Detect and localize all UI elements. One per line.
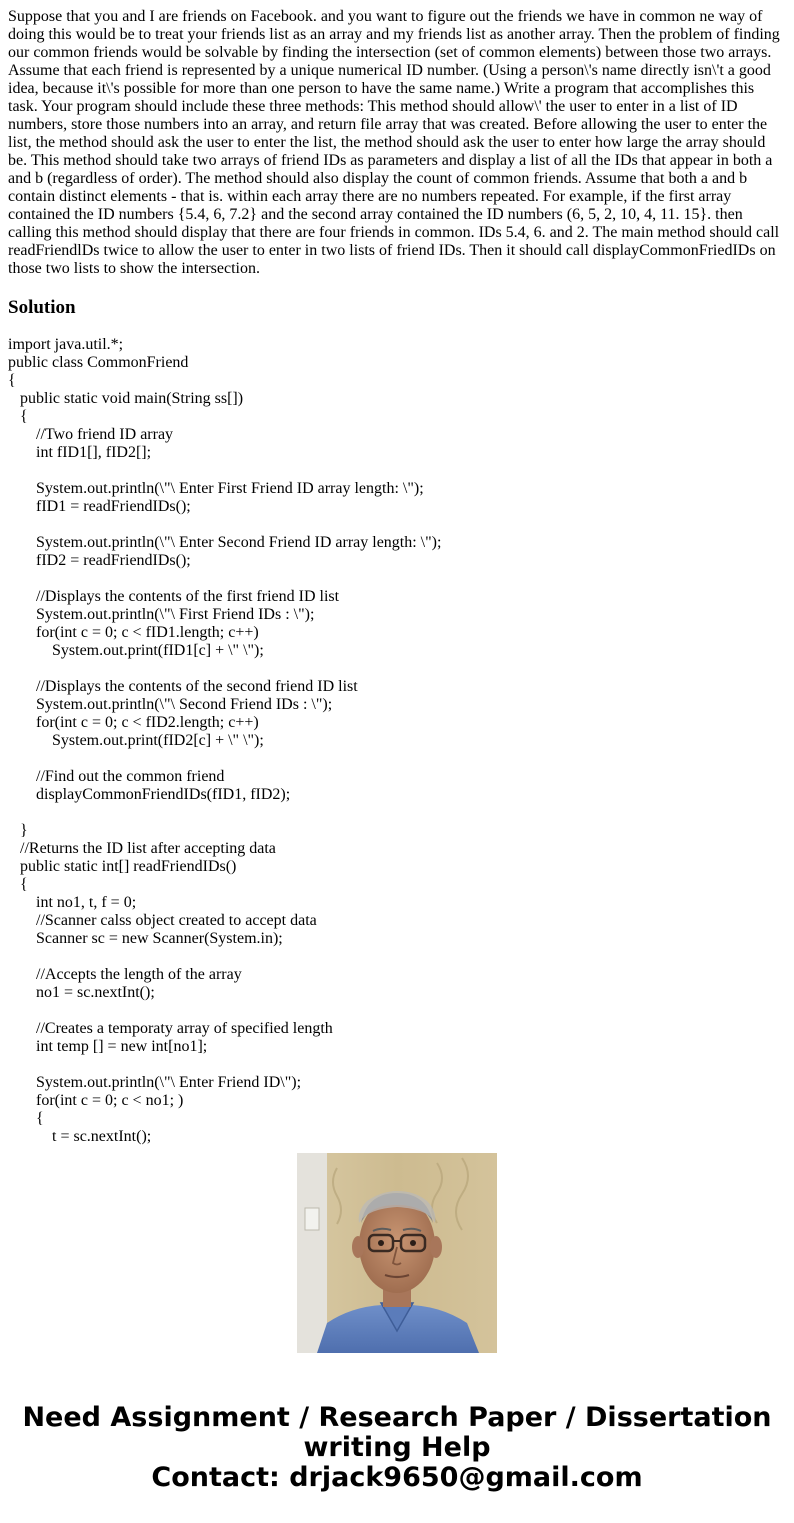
code-line (8, 1056, 786, 1074)
contact-banner (0, 1403, 794, 1493)
code-block (8, 336, 786, 1146)
code-line: for(int c = 0; c < fID1.length; c++) (8, 624, 259, 641)
code-line: System.out.print(fID2[c] + \" \"); (8, 732, 264, 749)
code-line (8, 750, 786, 768)
cta-line-3: Contact: drjack9650@gmail.com (151, 1462, 643, 1493)
code-line: { (8, 408, 28, 425)
code-line (8, 948, 786, 966)
question-text: Suppose that you and I are friends on Facebook. and you want to figure out the friends we have in common ne way of doing this would be to treat your friends list as an array and my friends list as another array. Then the problem of finding our common friends would be solvable by finding the intersection (set of common elements) between those two arrays. Assume that each friend is represented by a unique numerical ID number. (Using a person\'s name directly isn\'t a good idea, because it\'s possible for more than one person to have the same name.) Write a program that accomplishes this task. Your program should include these three methods: This method should allow\' the user to enter in a list of ID numbers, store those numbers into an array, and return file array that was created. Before allowing the user to enter the list, the method should ask the user to enter the list, the method should ask the user to enter how large the array should be. This method should take two arrays of friend IDs as parameters and display a list of all the IDs that appear in both a and b (regardless of order). The method should also display the count of common friends. Assume that both a and b contain distinct elements - that is. within each array there are no numbers repeated. For example, if the first array contained the ID numbers {5.4, 6, 7.2} and the second array contained the ID numbers (6, 5, 2, 10, 4, 11. 15}. then calling this method should display that there are four friends in common. IDs 5.4, 6. and 2. The main method should call readFriendlDs twice to allow the user to enter in two lists of friend IDs. Then it should call displayCommonFriedIDs on those two lists to show the intersection. (8, 8, 780, 277)
code-line: System.out.print(fID1[c] + \" \"); (8, 642, 264, 659)
code-line: for(int c = 0; c < fID2.length; c++) (8, 714, 259, 731)
code-line: System.out.println(\"\ Enter Second Friend ID array length: \"); (8, 534, 442, 551)
code-line: fID2 = readFriendIDs(); (8, 552, 191, 569)
code-line: t = sc.nextInt(); (8, 1128, 152, 1145)
code-line (8, 516, 786, 534)
code-line: System.out.println(\"\ Enter First Friend ID array length: \"); (8, 480, 424, 497)
code-line: public static void main(String ss[]) (8, 390, 244, 407)
code-line: //Displays the contents of the second friend ID list (8, 678, 358, 695)
solution-heading: Solution (8, 297, 76, 318)
code-line: { (8, 1110, 44, 1127)
code-line: int temp [] = new int[no1]; (8, 1038, 208, 1055)
code-line: for(int c = 0; c < no1; ) (8, 1092, 184, 1109)
code-line: //Displays the contents of the first friend ID list (8, 588, 340, 605)
code-line: { (8, 372, 16, 389)
code-line (8, 570, 786, 588)
cta-line-1: Need Assignment / Research Paper / Dissertation (22, 1402, 772, 1433)
document-content (8, 8, 786, 1145)
code-line: //Find out the common friend (8, 768, 225, 785)
code-line: //Two friend ID array (8, 426, 174, 443)
code-line: no1 = sc.nextInt(); (8, 984, 155, 1001)
code-line: import java.util.*; (8, 336, 124, 353)
portrait-image (297, 1153, 497, 1353)
code-line: int no1, t, f = 0; (8, 894, 137, 911)
code-line: //Returns the ID list after accepting data (8, 840, 276, 857)
code-line: //Scanner calss object created to accept data (8, 912, 317, 929)
code-line: int fID1[], fID2[]; (8, 444, 152, 461)
code-line: //Accepts the length of the array (8, 966, 242, 983)
code-line: System.out.println(\"\ First Friend IDs : \"); (8, 606, 315, 623)
code-line: public class CommonFriend (8, 354, 189, 371)
code-line: } (8, 822, 28, 839)
code-line (8, 462, 786, 480)
code-line (8, 660, 786, 678)
code-line: //Creates a temporaty array of specified length (8, 1020, 333, 1037)
code-line (8, 804, 786, 822)
code-line: Scanner sc = new Scanner(System.in); (8, 930, 283, 947)
code-line (8, 1002, 786, 1020)
author-avatar (297, 1153, 497, 1353)
code-line: public static int[] readFriendIDs() (8, 858, 237, 875)
code-line: System.out.println(\"\ Second Friend IDs : \"); (8, 696, 333, 713)
code-line: displayCommonFriendIDs(fID1, fID2); (8, 786, 291, 803)
code-line: System.out.println(\"\ Enter Friend ID\"); (8, 1074, 302, 1091)
code-line: fID1 = readFriendIDs(); (8, 498, 191, 515)
cta-line-2: writing Help (303, 1432, 491, 1463)
code-line: { (8, 876, 28, 893)
